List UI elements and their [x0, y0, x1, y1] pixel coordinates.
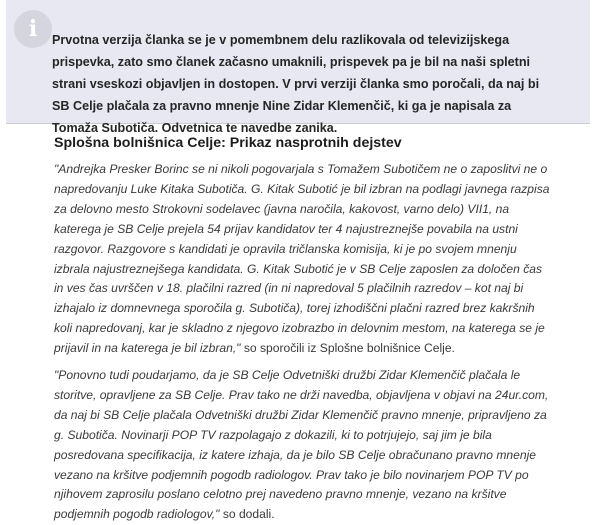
quote-text: "Andrejka Presker Borinc se ni nikoli pogovarjala s Tomažem Subotičem ne o zaposlitvi ne o napredovanju Luke Kitaka Subotiča. G. Kitak Subotić je bil izbran na podlagi javnega razpisa za delovno mesto Strokovni sodelavec (javna naročila, kakovost, varno delo) VII1, na katerega je SB Celje prejela 54 prijav kandidatov ter 4 najustreznejše povabila na ustni razgovor. Razgovore s kandidati je opravila tričlanska komisija, ki je po svojem mnenju izbrala najustreznejšega kandidata. G. Kitak Subotić je v SB Celje zaposlen za določen čas in ves čas uvrščen v 18. plačilni razred (in ni napredoval 5 plačilnih razredov – kot naj bi izhajalo iz domnevnega sporočila g. Subotiča), torej izhodiščni plačni razred brez kakršnih koli napredovanj, kar je skladno z njegovo izobrazbo in delovnim mestom, na katerega se je prijavil in na katerega je bil izbran,": [54, 162, 550, 356]
quote-text: "Ponovno tudi poudarjamo, da je SB Celje Odvetniški družbi Zidar Klemenčič plačala le storitve, opravljene za SB Celje. Prav tako ne drži navedba, objavljena v objavi na 24ur.com, da naj bi SB Celje plačala Odvetniški družbi Zidar Klemenčič pravno mnenje, pripravljeno za g. Subotiča. Novinarji POP TV razpolagajo z dokazili, ki to potrjujejo, saj jim je bila posredovana specifikacija, iz katere izhaja, da je bilo SB Celje obračunano pravno mnenje vezano na kršitve podjemnih pogodb radiologov. Prav tako je bilo novinarjem POP TV po njihovem zaprosilu poslano celotno prej navedeno pravno mnenje, vezano na kršitve podjemnih pogodb radiologov,": [54, 368, 549, 522]
info-icon: i: [14, 10, 52, 48]
correction-notice-text: Prvotna verzija članka se je v pomembnem delu razlikovala od televizijskega prispevka, zato smo članek začasno umaknili, prispevek pa je bil na naši spletni strani vseskozi objavljen in dostopen. V prvi verziji članka smo poročali, da naj bi SB Celje plačala za pravno mnenje Nine Zidar Klemenčič, ki ga je napisala za Tomaža Subotiča. Odvetnica te navedbe zanika.: [52, 33, 540, 135]
article-subheading: Splošna bolnišnica Celje: Prikaz nasprotnih dejstev: [54, 135, 402, 151]
article-paragraph: [54, 160, 552, 359]
quote-attribution: so dodali.: [219, 507, 275, 522]
article-paragraph: [54, 366, 552, 525]
correction-notice: [6, 0, 590, 135]
quote-attribution: so sporočili iz Splošne bolnišnice Celje.: [240, 341, 455, 356]
